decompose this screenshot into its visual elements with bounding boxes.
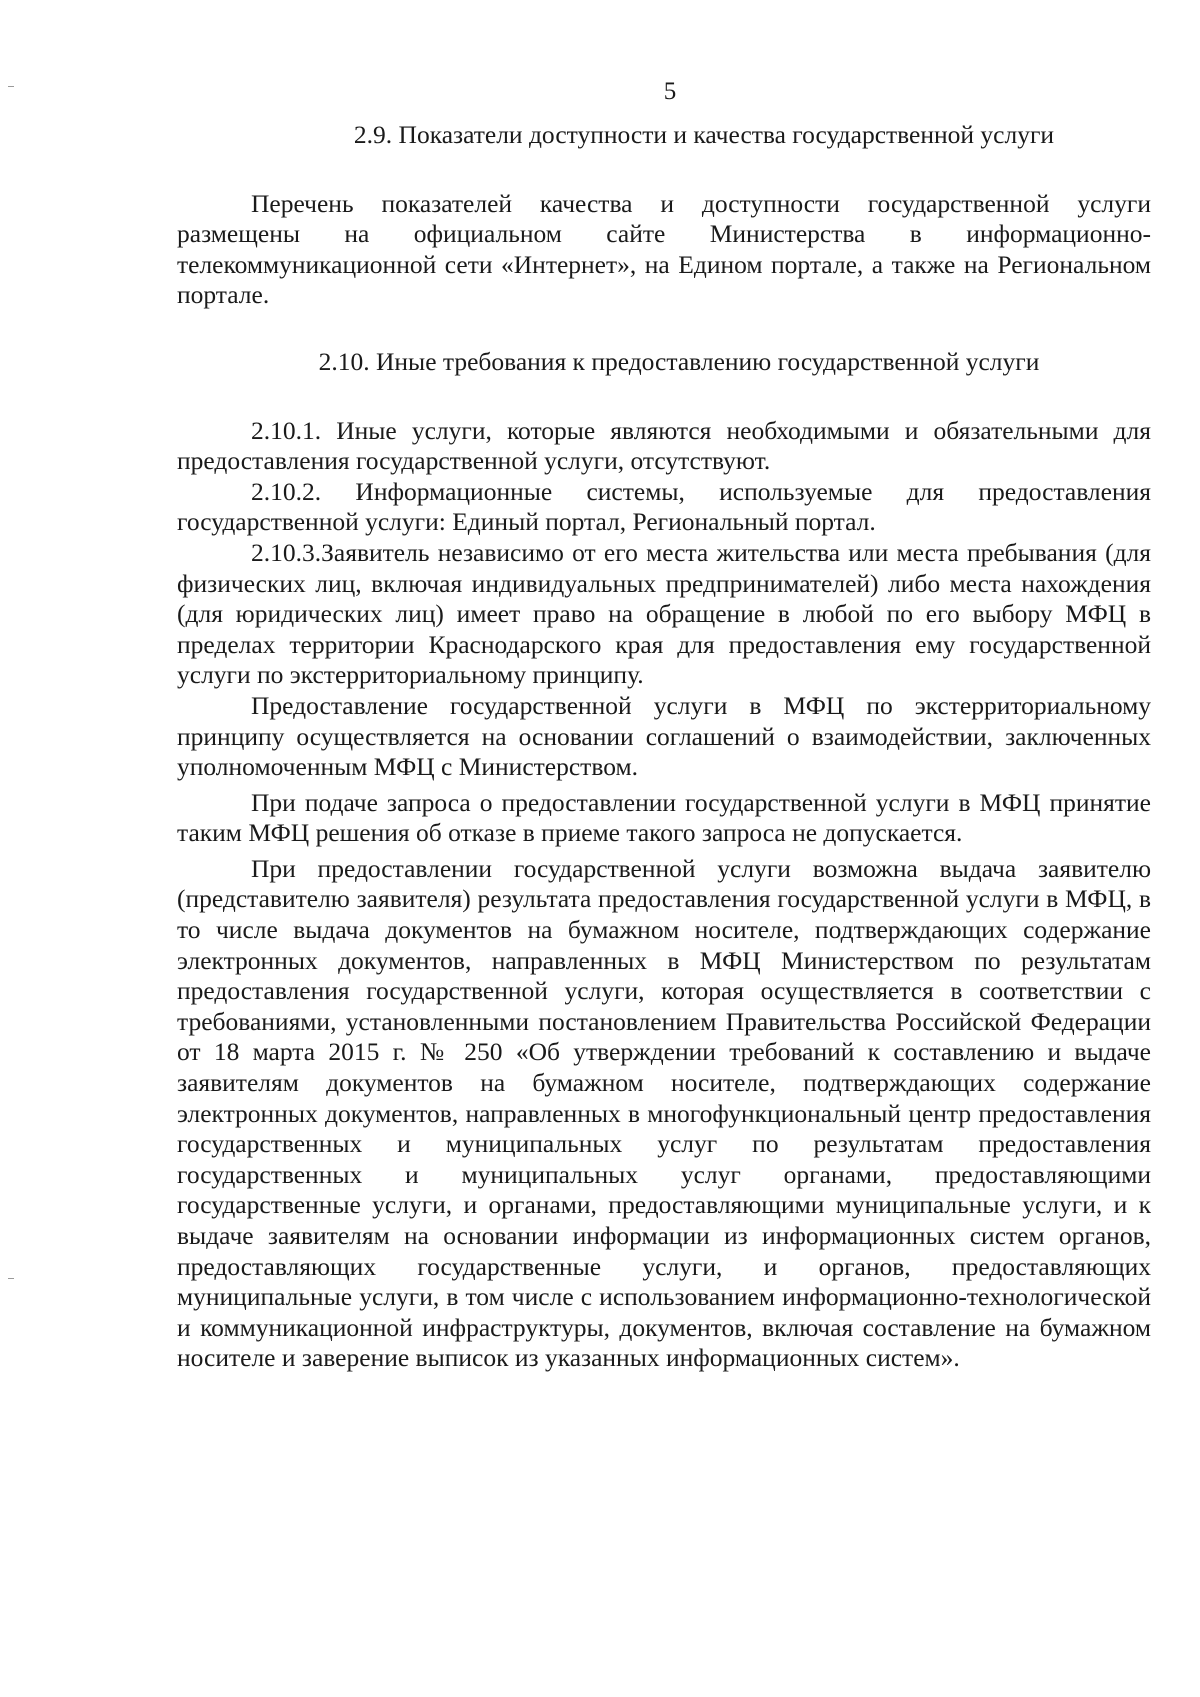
paragraph-2-10-3: 2.10.3.Заявитель независимо от его места жительства или места пребывания (для физических лиц, включая индивидуальных предпринимателей) либо места нахождения (для юридических лиц) имеет право на обращение в любой по его выбору МФЦ в пределах территории Краснодарского края для предоставления ему государственной услуги по экстерриториальному принципу. (177, 537, 1151, 690)
section-heading-2-9: 2.9. Показатели доступности и качества государственной услуги (353, 120, 1055, 149)
section-heading-2-10: 2.10. Иные требования к предоставлению государственной услуги (318, 346, 1040, 376)
scan-margin-mark-bottom (8, 1278, 14, 1279)
paragraph-2-10-2: 2.10.2. Информационные системы, используемые для предоставления государственной услуги: Единый портал, Региональный портал. (177, 476, 1151, 537)
paragraph-result-issuance: При предоставлении государственной услуги возможна выдача заявителю (представителю заявителя) результата предоставления государственной услуги в МФЦ, в то числе выдача документов на бумажном носителе, подтверждающих содержание электронных документов, направленных в МФЦ Министерством по результатам предоставления государственной услуги, которая осуществляется в соответствии с требованиями, установленными постановлением Правительства Российской Федерации от 18 марта 2015 г. № 250 «Об утверждении требований к составлению и выдаче заявителям документов на бумажном носителе, подтверждающих содержание электронных документов, направленных в многофункциональный центр предоставления государственных и муниципальных услуг по результатам предоставления государственных и муниципальных услуг органами, предоставляющими государственные услуги, и органами, предоставляющими муниципальные услуги, и к выдаче заявителям на основании информации из информационных систем органов, предоставляющих государственные услуги, и органов, предоставляющих муниципальные услуги, в том числе с использованием информационно-технологической и коммуникационной инфраструктуры, документов, включая составление на бумажном носителе и заверение выписок из указанных информационных систем». (177, 853, 1151, 1373)
paragraph-request-refusal: При подаче запроса о предоставлении государственной услуги в МФЦ принятие таким МФЦ решения об отказе в приеме такого запроса не допускается. (177, 787, 1151, 848)
document-body (177, 120, 1151, 1374)
paragraph-2-9: Перечень показателей качества и доступности государственной услуги размещены на официальном сайте Министерства в информационно-телекоммуникационной сети «Интернет», на Едином портале, а также на Региональном портале. (177, 188, 1151, 310)
paragraph-2-10-1: 2.10.1. Иные услуги, которые являются необходимыми и обязательными для предоставления государственной услуги, отсутствуют. (177, 415, 1151, 476)
paragraph-extraterritorial: Предоставление государственной услуги в МФЦ по экстерриториальному принципу осуществляется на основании соглашений о взаимодействии, заключенных уполномоченным МФЦ с Министерством. (177, 690, 1151, 782)
page-number: 5 (663, 78, 677, 105)
